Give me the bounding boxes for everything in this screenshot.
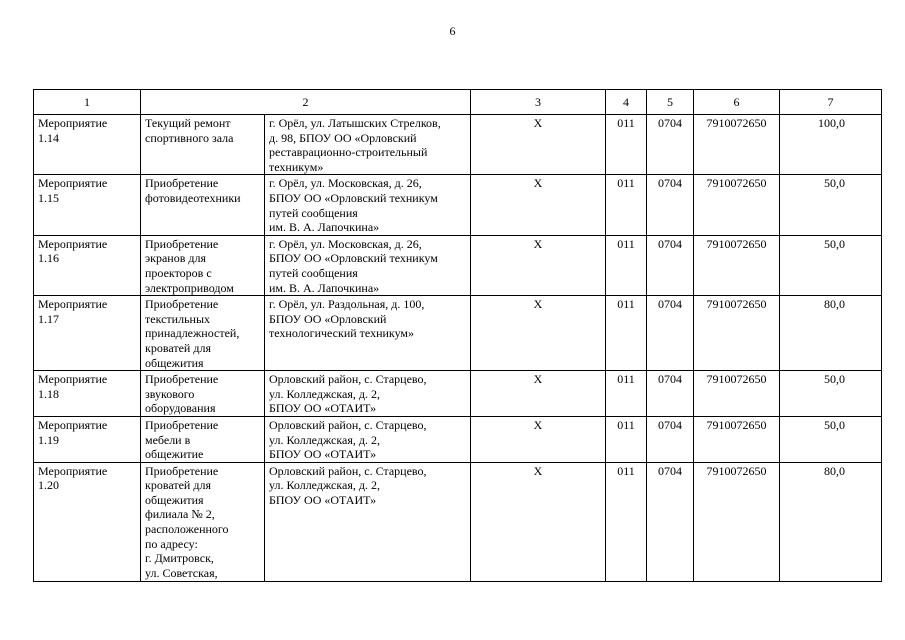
table-row [34, 296, 882, 371]
measure-id-cell-line: Мероприятие [38, 176, 108, 191]
measure-name-cell-line: электроприводом [145, 280, 234, 295]
measure-name-cell-line: текстильных [145, 311, 211, 326]
address-cell-line: БПОУ ОО «Орловский техникум [269, 251, 438, 266]
column-5-cell: 0704 [647, 175, 694, 235]
measure-name-cell-line: г. Дмитровск, [145, 551, 214, 566]
header-cell-5: 5 [647, 90, 694, 115]
address-cell-line: г. Орёл, ул. Латышских Стрелков, [269, 116, 441, 130]
address-cell-line: им. В. А. Лапочкина» [269, 220, 380, 235]
page-number: 6 [449, 24, 456, 38]
measure-name-cell-line: спортивного зала [145, 130, 234, 145]
measure-id-cell-line: 1.14 [38, 130, 59, 145]
measure-name-cell-line: проекторов с [145, 265, 212, 280]
address-cell-line: ул. Колледжская, д. 2, [269, 386, 380, 401]
amount-cell: 80,0 [780, 296, 882, 371]
measure-id-cell [34, 175, 141, 235]
address-cell [265, 296, 471, 371]
address-cell-line: БПОУ ОО «Орловский [269, 311, 387, 326]
amount-cell: 80,0 [780, 462, 882, 581]
address-cell [265, 462, 471, 581]
table-row [34, 462, 882, 581]
header-cell-4: 4 [606, 90, 647, 115]
address-cell-line: БПОУ ОО «ОТАИТ» [269, 492, 377, 507]
measure-name-cell-line: филиала № 2, [145, 507, 215, 522]
measure-name-cell-line: ул. Советская, [145, 565, 218, 580]
measure-name-cell-line: фотовидеотехники [145, 190, 241, 205]
header-cell-3: 3 [471, 90, 606, 115]
measure-name-cell-line: Приобретение [145, 463, 219, 478]
header-row [34, 90, 882, 115]
address-cell-line: технологический техникум» [269, 326, 415, 341]
measure-name-cell [141, 462, 265, 581]
column-4-cell: 011 [606, 175, 647, 235]
address-cell-line: техникум» [269, 159, 324, 174]
column-4-cell: 011 [606, 416, 647, 462]
column-5-cell: 0704 [647, 371, 694, 417]
measure-name-cell [141, 175, 265, 235]
amount-cell: 50,0 [780, 235, 882, 295]
column-5-cell: 0704 [647, 235, 694, 295]
header-cell-2: 2 [141, 90, 471, 115]
column-3-cell: Х [471, 462, 606, 581]
address-cell-line: БПОУ ОО «Орловский техникум [269, 190, 438, 205]
column-6-cell: 7910072650 [694, 296, 780, 371]
address-cell-line: реставрационно-строительный [269, 145, 428, 160]
header-cell-7: 7 [780, 90, 882, 115]
measure-id-cell-line: Мероприятие [38, 372, 108, 387]
measure-name-cell-line: кроватей для [145, 478, 211, 493]
address-cell-line: ул. Колледжская, д. 2, [269, 432, 380, 447]
measure-id-cell-line: 1.19 [38, 432, 59, 447]
data-table [33, 89, 882, 582]
column-4-cell: 011 [606, 371, 647, 417]
measure-name-cell-line: Приобретение [145, 417, 219, 432]
address-cell-line: г. Орёл, ул. Московская, д. 26, [269, 236, 422, 251]
measure-name-cell-line: принадлежностей, [145, 326, 240, 341]
measure-id-cell-line: 1.17 [38, 311, 59, 326]
measure-name-cell-line: расположенного [145, 522, 229, 537]
address-cell [265, 235, 471, 295]
table-row [34, 115, 882, 175]
column-6-cell: 7910072650 [694, 371, 780, 417]
table-row [34, 416, 882, 462]
column-4-cell: 011 [606, 462, 647, 581]
measure-name-cell-line: звукового [145, 386, 195, 401]
measure-id-cell [34, 462, 141, 581]
column-3-cell: Х [471, 296, 606, 371]
measure-name-cell-line: Приобретение [145, 372, 219, 387]
column-6-cell: 7910072650 [694, 462, 780, 581]
column-3-cell: Х [471, 416, 606, 462]
measure-name-cell-line: по адресу: [145, 536, 198, 551]
table-row [34, 235, 882, 295]
address-cell-line: путей сообщения [269, 205, 358, 220]
measure-name-cell-line: мебели в [145, 432, 191, 447]
table-row [34, 175, 882, 235]
measure-name-cell-line: оборудования [145, 401, 216, 416]
address-cell [265, 416, 471, 462]
column-5-cell: 0704 [647, 416, 694, 462]
amount-cell: 50,0 [780, 175, 882, 235]
address-cell-line: г. Орёл, ул. Московская, д. 26, [269, 176, 422, 191]
column-5-cell: 0704 [647, 296, 694, 371]
measure-name-cell-line: Текущий ремонт [145, 116, 231, 130]
address-cell-line: Орловский район, с. Старцево, [269, 463, 427, 478]
measure-name-cell-line: экранов для [145, 251, 207, 266]
measure-id-cell-line: Мероприятие [38, 116, 108, 130]
measure-name-cell-line: общежития [145, 492, 204, 507]
column-6-cell: 7910072650 [694, 115, 780, 175]
measure-name-cell-line: Приобретение [145, 236, 219, 251]
address-cell-line: БПОУ ОО «ОТАИТ» [269, 447, 377, 462]
column-6-cell: 7910072650 [694, 416, 780, 462]
header-cell-1: 1 [34, 90, 141, 115]
measure-id-cell-line: 1.18 [38, 386, 59, 401]
column-4-cell: 011 [606, 296, 647, 371]
measure-name-cell-line: общежития [145, 355, 204, 370]
measure-id-cell-line: Мероприятие [38, 236, 108, 251]
measure-name-cell-line: Приобретение [145, 297, 219, 312]
column-4-cell: 011 [606, 115, 647, 175]
measure-name-cell [141, 296, 265, 371]
column-3-cell: Х [471, 371, 606, 417]
address-cell-line: БПОУ ОО «ОТАИТ» [269, 401, 377, 416]
column-6-cell: 7910072650 [694, 235, 780, 295]
address-cell-line: ул. Колледжская, д. 2, [269, 478, 380, 493]
measure-id-cell [34, 371, 141, 417]
address-cell [265, 115, 471, 175]
address-cell-line: г. Орёл, ул. Раздольная, д. 100, [269, 297, 425, 312]
column-3-cell: Х [471, 235, 606, 295]
amount-cell: 100,0 [780, 115, 882, 175]
measure-id-cell-line: Мероприятие [38, 297, 108, 312]
address-cell-line: путей сообщения [269, 265, 358, 280]
header-cell-6: 6 [694, 90, 780, 115]
measure-name-cell-line: общежитие [145, 447, 204, 462]
address-cell [265, 175, 471, 235]
measure-id-cell-line: 1.15 [38, 190, 59, 205]
measure-name-cell-line: кроватей для [145, 340, 211, 355]
column-3-cell: Х [471, 115, 606, 175]
measure-name-cell [141, 115, 265, 175]
column-4-cell: 011 [606, 235, 647, 295]
column-3-cell: Х [471, 175, 606, 235]
measure-name-cell [141, 416, 265, 462]
measure-id-cell-line: Мероприятие [38, 417, 108, 432]
measure-name-cell-line: Приобретение [145, 176, 219, 191]
measure-name-cell [141, 235, 265, 295]
measure-id-cell-line: 1.16 [38, 251, 59, 266]
measure-id-cell-line: Мероприятие [38, 463, 108, 478]
address-cell [265, 371, 471, 417]
address-cell-line: им. В. А. Лапочкина» [269, 280, 380, 295]
amount-cell: 50,0 [780, 371, 882, 417]
measure-id-cell [34, 115, 141, 175]
address-cell-line: д. 98, БПОУ ОО «Орловский [269, 130, 417, 145]
address-cell-line: Орловский район, с. Старцево, [269, 417, 427, 432]
column-6-cell: 7910072650 [694, 175, 780, 235]
amount-cell: 50,0 [780, 416, 882, 462]
measure-id-cell [34, 235, 141, 295]
address-cell-line: Орловский район, с. Старцево, [269, 372, 427, 387]
measure-name-cell [141, 371, 265, 417]
column-5-cell: 0704 [647, 462, 694, 581]
measure-id-cell-line: 1.20 [38, 478, 59, 493]
table-row [34, 371, 882, 417]
column-5-cell: 0704 [647, 115, 694, 175]
measure-id-cell [34, 416, 141, 462]
measure-id-cell [34, 296, 141, 371]
